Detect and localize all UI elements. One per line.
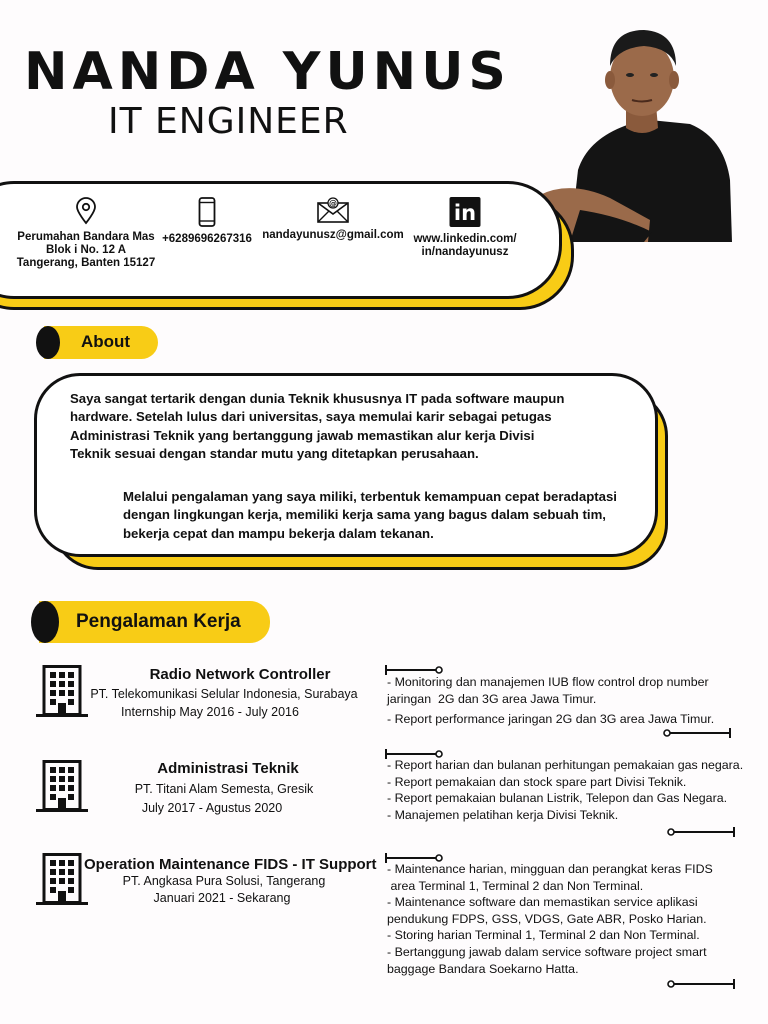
job-period: Januari 2021 - Sekarang — [153, 891, 291, 905]
duty-line: - Report performance jaringan 2G dan 3G area Jawa Timur. — [387, 712, 715, 727]
job-duties — [387, 757, 743, 823]
duty-line: - Bertanggung jawab dalam service software project smart — [387, 944, 707, 959]
contact-address — [14, 197, 158, 270]
job-title: Administrasi Teknik — [157, 760, 299, 777]
duty-line: - Storing harian Terminal 1, Terminal 2 dan Non Terminal. — [387, 928, 700, 943]
about-line: Teknik sesuai dengan standar mutu yang ditetapkan perusahaan. — [70, 446, 479, 462]
job-duties — [387, 861, 713, 977]
duty-line: - Monitoring dan manajemen IUB flow control drop number — [387, 675, 709, 689]
phone-number[interactable]: +6289696267316 — [162, 233, 252, 245]
about-line: bekerja cepat dan mampu bekerja dalam tekanan. — [123, 525, 434, 541]
job-duties — [387, 674, 714, 728]
duty-line: jaringan 2G dan 3G area Jawa Timur. — [387, 691, 597, 706]
contact-email — [262, 197, 404, 242]
about-heading: About — [81, 332, 131, 351]
job-role: IT ENGINEER — [108, 101, 349, 142]
address-line-3: Tangerang, Banten 15127 — [16, 257, 156, 269]
timeline-decoration — [662, 727, 734, 739]
job-company: PT. Titani Alam Semesta, Gresik — [134, 782, 314, 796]
job-title: Radio Network Controller — [149, 666, 331, 683]
address-line-1: Perumahan Bandara Mas — [17, 231, 155, 243]
job-title: Operation Maintenance FIDS - IT Support — [84, 856, 377, 873]
experience-heading: Pengalaman Kerja — [76, 611, 241, 632]
about-line: Administrasi Teknik yang bertanggung jawab memastikan alur kerja Divisi — [70, 427, 535, 443]
pill-dot — [36, 326, 60, 359]
email-address[interactable]: nandayunusz@gmail.com — [262, 229, 404, 241]
email-icon — [317, 197, 349, 223]
job-period: July 2017 - Agustus 2020 — [141, 801, 283, 815]
linkedin-url-line-2[interactable]: in/nandayunusz — [421, 246, 509, 258]
about-section-header — [44, 326, 158, 359]
duty-line: - Report pemakaian dan stock spare part Divisi Teknik. — [387, 774, 687, 789]
job-period: Internship May 2016 - July 2016 — [121, 705, 299, 719]
about-paragraph-1 — [70, 390, 630, 464]
duty-line: area Terminal 1, Terminal 2 dan Non Terminal. — [387, 878, 644, 893]
timeline-decoration — [666, 826, 738, 838]
duty-line: - Report harian dan bulanan perhitungan pemakaian gas negara. — [387, 758, 744, 772]
duty-line: - Report pemakaian bulanan Listrik, Telepon dan Gas Negara. — [387, 791, 728, 806]
contact-linkedin — [410, 197, 520, 259]
duty-line: - Maintenance software dan memastikan service aplikasi — [387, 895, 698, 910]
contact-phone — [158, 197, 256, 246]
location-pin-icon — [75, 197, 97, 225]
duty-line: baggage Bandara Soekarno Hatta. — [387, 961, 579, 976]
duty-line: - Maintenance harian, mingguan dan perangkat keras FIDS — [387, 862, 713, 876]
about-line: hardware. Setelah lulus dari universitas, saya memulai karir sebagai petugas — [70, 409, 552, 425]
phone-icon — [198, 197, 216, 227]
job-company: PT. Angkasa Pura Solusi, Tangerang — [122, 874, 326, 888]
experience-section-header — [39, 601, 270, 643]
linkedin-url-line-1[interactable]: www.linkedin.com/ — [413, 233, 517, 245]
svg-text:@: @ — [329, 199, 337, 208]
about-line: dengan lingkungan kerja, memiliki kerja sama yang bagus dalam sebuah tim, — [123, 507, 606, 523]
job-company: PT. Telekomunikasi Selular Indonesia, Surabaya — [90, 687, 358, 701]
about-line: Melalui pengalaman yang saya miliki, terbentuk kemampuan cepat beradaptasi — [123, 489, 617, 504]
address-line-2: Blok i No. 12 A — [45, 244, 127, 256]
pill-dot — [31, 601, 59, 643]
svg-text:in: in — [453, 201, 477, 225]
timeline-decoration — [666, 978, 738, 990]
duty-line: pendukung FDPS, GSS, VDGS, Gate ABR, Posko Harian. — [387, 911, 707, 926]
candidate-name: NANDA YUNUS — [24, 42, 511, 102]
linkedin-icon — [449, 197, 481, 227]
profile-photo — [540, 20, 740, 242]
about-line: Saya sangat tertarik dengan dunia Teknik khususnya IT pada software maupun — [70, 391, 565, 406]
duty-line: - Manajemen pelatihan kerja Divisi Teknik. — [387, 807, 619, 822]
about-paragraph-2 — [123, 488, 643, 543]
